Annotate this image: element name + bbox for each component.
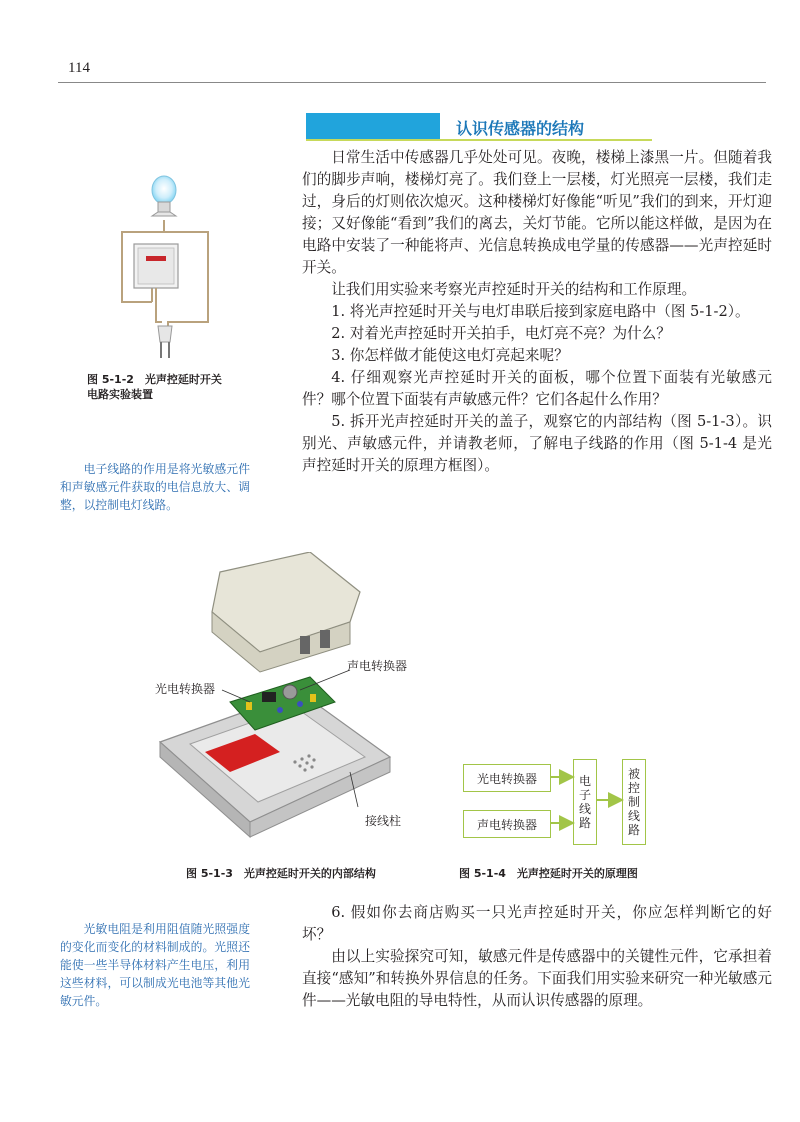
margin-note-photoresistor: 光敏电阻是利用阻值随光照强度的变化而变化的材料制成的。光照还能使一些半导体材料产生电压，利用这些材料，可以制成光电池等其他光敏元件。 [60, 922, 250, 1008]
controlled-char: 制 [627, 795, 640, 809]
section-bar-rule [306, 139, 652, 141]
paragraph-intro: 日常生活中传感器几乎处处可见。夜晚，楼梯上漆黑一片。但随着我们的脚步声响，楼梯灯亮了。我们登上一层楼，灯光照亮一层楼，我们走过，身后的灯则依次熄灭。这种楼梯灯好像能“听见”我们的到来，开灯迎接；又好像能“看到”我们的离去，关灯节能。它所以能这样做，是因为在电路中安装了一种能将声、光信息转换成电学量的传感器——光声控延时开关。 [302, 149, 772, 276]
step-6: 6. 假如你去商店购买一只光声控延时开关，你应怎样判断它的好坏？ [302, 904, 772, 943]
section-header [306, 113, 652, 139]
fig-5-1-2-caption-line1: 图 5-1-2 光声控延时开关 [87, 373, 222, 386]
main-text-bottom [302, 902, 772, 1012]
step-1: 1. 将光声控延时开关与电灯串联后接到家庭电路中（图 5-1-2）。 [331, 303, 750, 320]
fig-5-1-4-caption: 图 5-1-4 光声控延时开关的原理图 [459, 867, 638, 880]
paragraph-experiment: 让我们用实验来考察光声控延时开关的结构和工作原理。 [331, 281, 697, 298]
circuit-char: 路 [578, 816, 591, 830]
label-terminal: 接线柱 [365, 814, 402, 828]
circuit-char: 子 [578, 788, 591, 802]
controlled-char: 线 [627, 809, 640, 823]
fig-5-1-2-caption [87, 372, 222, 402]
controlled-char: 被 [627, 767, 640, 781]
switch-box-icon [134, 244, 178, 288]
controlled-char: 路 [627, 823, 640, 837]
step-4: 4. 仔细观察光声控延时开关的面板，哪个位置下面装有光敏感元件？哪个位置下面装有声敏感元件？它们各起什么作用？ [302, 369, 772, 408]
step-5: 5. 拆开光声控延时开关的盖子，观察它的内部结构（图 5-1-3）。识别光、声敏感元件，并请教老师，了解电子线路的作用（图 5-1-4 是光声控延时开关的原理方框图）。 [302, 413, 772, 474]
controlled-char: 控 [627, 781, 640, 795]
fig-5-1-3-caption: 图 5-1-3 光声控延时开关的内部结构 [186, 867, 376, 880]
plug-icon [158, 326, 172, 358]
page-number: 114 [68, 60, 90, 76]
paragraph-conclusion: 由以上实验探究可知，敏感元件是传感器中的关键性元件，它承担着直接“感知”和转换外界信息的任务。下面我们用实验来研究一种光敏感元件——光敏电阻的导电特性，从而认识传感器的原理。 [302, 948, 772, 1009]
block-sound-converter: 声电转换器 [463, 810, 551, 838]
label-sound-converter: 声电转换器 [347, 659, 408, 673]
step-2: 2. 对着光声控延时开关拍手，电灯亮不亮？为什么？ [331, 325, 671, 342]
label-light-converter: 光电转换器 [155, 682, 216, 696]
fig-5-1-3-illustration [150, 552, 400, 842]
margin-note-circuit: 电子线路的作用是将光敏感元件和声敏感元件获取的电信息放大、调整，以控制电灯线路。 [60, 462, 250, 512]
circuit-char: 电 [578, 774, 591, 788]
section-bar-blue [306, 113, 440, 139]
block-arrows [549, 755, 629, 847]
section-title: 认识传感器的结构 [456, 119, 585, 138]
header-rule [58, 82, 766, 83]
light-bulb-icon [152, 176, 176, 216]
step-3: 3. 你怎样做才能使这电灯亮起来呢？ [331, 347, 569, 364]
fig-5-1-2-caption-line2: 电路实验装置 [87, 388, 153, 401]
main-text-top [302, 147, 772, 477]
fig-5-1-2-illustration [100, 172, 230, 368]
circuit-char: 线 [578, 802, 591, 816]
switch-lid [212, 552, 360, 672]
block-light-converter: 光电转换器 [463, 764, 551, 792]
